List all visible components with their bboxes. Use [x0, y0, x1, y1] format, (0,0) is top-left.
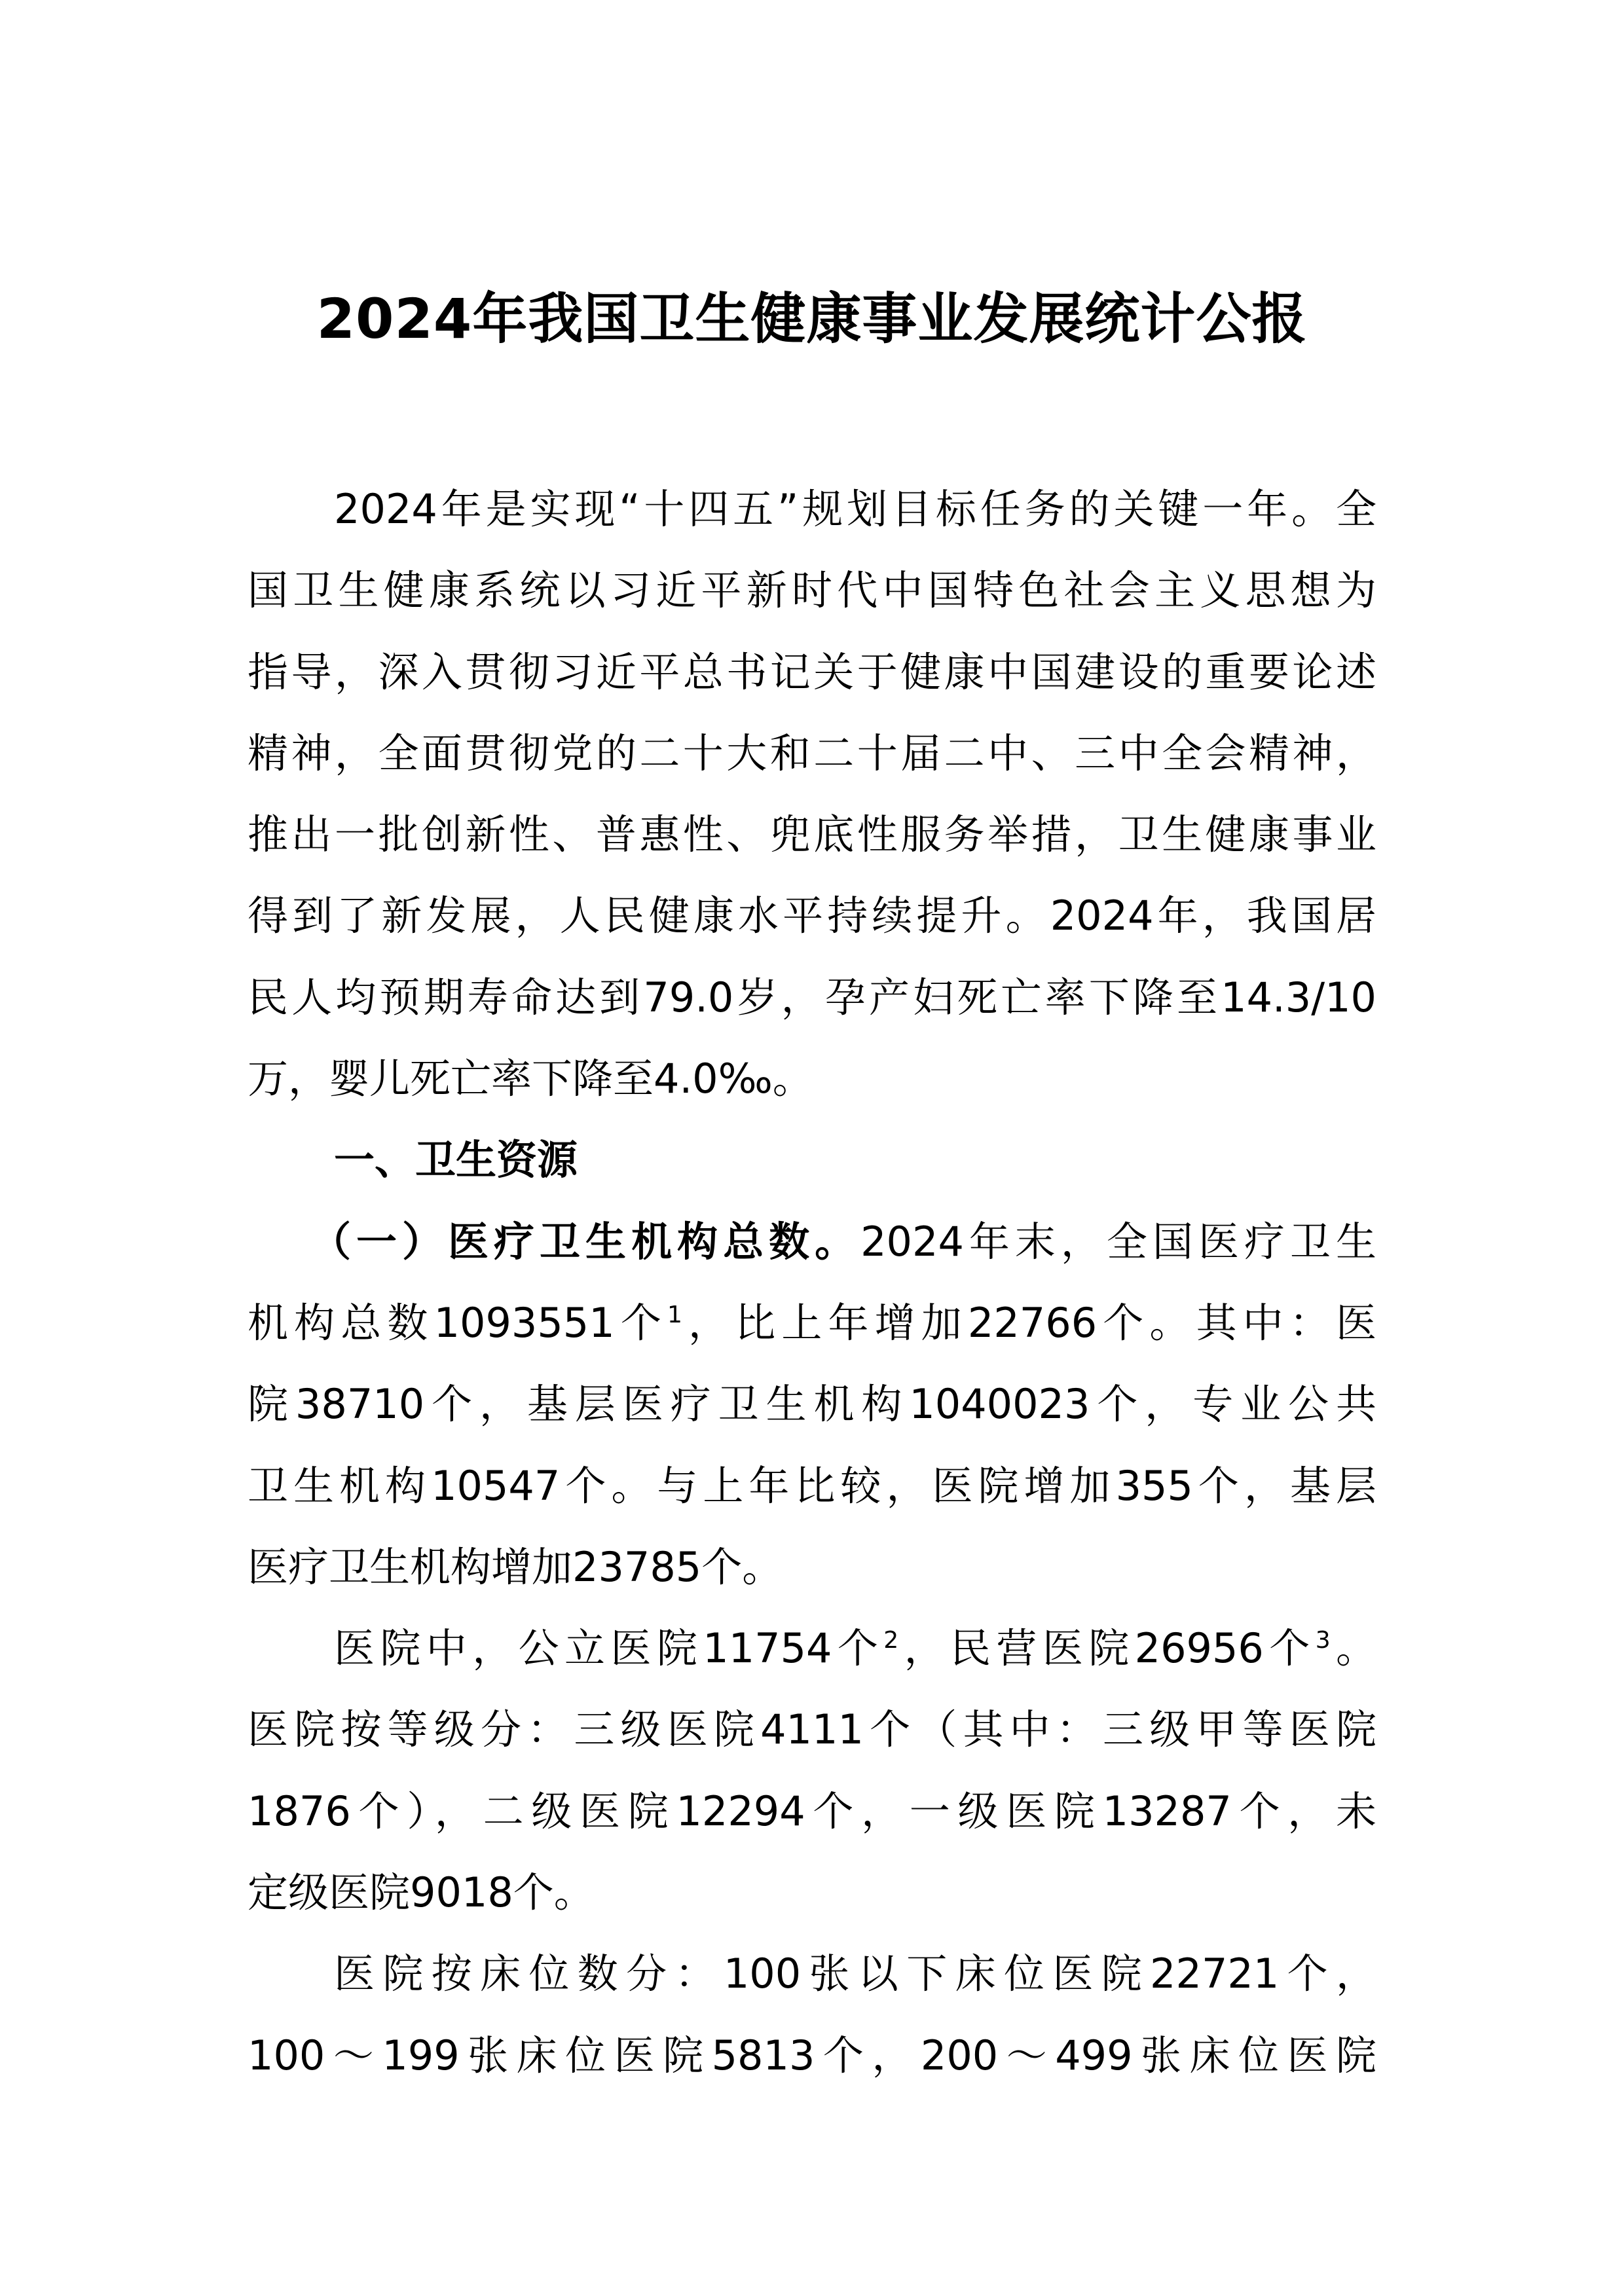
paragraph-line: 卫生机构10547个。与上年比较，医院增加355个，基层	[248, 1461, 1376, 1510]
intro-line: 指导，深入贯彻习近平总书记关于健康中国建设的重要论述	[248, 647, 1376, 696]
intro-line: 2024年是实现“十四五”规划目标任务的关键一年。全	[334, 485, 1376, 533]
intro-line: 万，婴儿死亡率下降至4.0‰。	[248, 1055, 813, 1103]
paragraph-line: 1876个），二级医院12294个，一级医院13287个，未	[248, 1787, 1376, 1835]
intro-line: 精神，全面贯彻党的二十大和二十届二中、三中全会精神，	[248, 729, 1376, 777]
paragraph-line: 定级医院9018个。	[248, 1868, 595, 1917]
paragraph-line: 医院按等级分：三级医院4111个（其中：三级甲等医院	[248, 1705, 1376, 1754]
paragraph-line: 院38710个，基层医疗卫生机构1040023个，专业公共	[248, 1380, 1376, 1429]
paragraph-line	[248, 1283, 1376, 1364]
paragraph-text: 机构总数1093551个	[248, 1298, 667, 1347]
paragraph-text: ，比上年增加22766个。其中：医	[682, 1298, 1377, 1347]
intro-line: 民人均预期寿命达到79.0岁，孕产妇死亡率下降至14.3/10	[248, 973, 1376, 1021]
document-title: 2024年我国卫生健康事业发展统计公报	[316, 287, 1308, 351]
subsection-heading: （一）医疗卫生机构总数。	[310, 1217, 861, 1266]
paragraph-text: 。	[1330, 1624, 1376, 1673]
intro-line: 推出一批创新性、普惠性、兜底性服务举措，卫生健康事业	[248, 811, 1376, 859]
paragraph-text: 医院中，公立医院11754个	[334, 1624, 884, 1673]
paragraph-line	[248, 1201, 1376, 1283]
footnote-ref[interactable]: 2	[883, 1627, 899, 1654]
paragraph-line: 医院按床位数分：100张以下床位医院22721个，	[334, 1950, 1376, 1998]
intro-line: 得到了新发展，人民健康水平持续提升。2024年，我国居	[248, 892, 1376, 940]
paragraph-line: 100～199张床位医院5813个，200～499张床位医院	[248, 2031, 1376, 2079]
intro-line: 国卫生健康系统以习近平新时代中国特色社会主义思想为	[248, 566, 1376, 615]
paragraph-line	[248, 1608, 1376, 1689]
section-heading: 一、卫生资源	[334, 1136, 578, 1184]
paragraph-line: 医疗卫生机构增加23785个。	[248, 1542, 783, 1591]
paragraph-text: ，民营医院26956个	[898, 1624, 1316, 1673]
footnote-ref[interactable]: 1	[667, 1301, 682, 1328]
paragraph-text: 2024年末，全国医疗卫生	[860, 1217, 1376, 1266]
footnote-ref[interactable]: 3	[1315, 1627, 1331, 1654]
document-body	[248, 469, 1376, 2096]
